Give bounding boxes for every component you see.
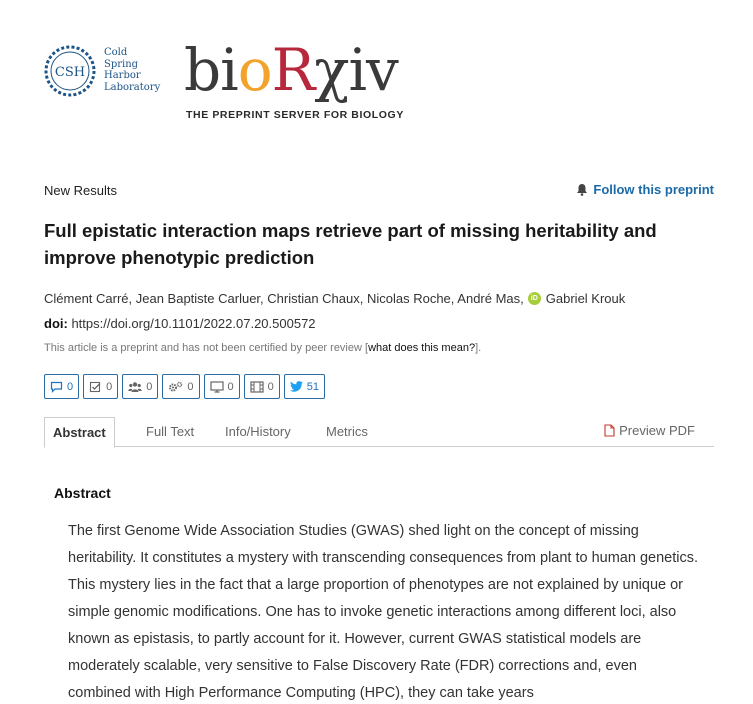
abstract-heading: Abstract (54, 485, 111, 501)
gears-icon (168, 381, 183, 393)
author-list (44, 291, 625, 306)
metric-count: 0 (267, 380, 274, 393)
bell-icon (576, 183, 588, 196)
csh-line: Harbor (104, 70, 141, 81)
csh-line: Laboratory (104, 81, 161, 93)
comments-button[interactable] (44, 374, 79, 399)
tab-metrics[interactable]: Metrics (326, 424, 368, 439)
preview-pdf-label: Preview PDF (619, 423, 695, 438)
doi-line (44, 316, 316, 331)
follow-label: Follow this preprint (593, 182, 714, 197)
biorxiv-logo[interactable] (184, 36, 398, 104)
users-icon (128, 381, 142, 393)
tab-full-text[interactable]: Full Text (146, 424, 195, 439)
metric-count: 0 (106, 380, 113, 393)
tagline: THE PREPRINT SERVER FOR BIOLOGY (186, 109, 404, 121)
disclaimer-text: This article is a preprint and has not been certified by peer review [ (44, 342, 369, 354)
what-does-this-mean-link[interactable]: what does this mean? (368, 342, 476, 354)
videos-button[interactable] (244, 374, 280, 399)
metric-count: 0 (146, 380, 153, 393)
author-name[interactable]: Gabriel Krouk (545, 291, 626, 306)
tab-info-history[interactable]: Info/History (225, 424, 291, 439)
tweets-button[interactable] (284, 374, 325, 399)
monitor-icon (210, 381, 224, 393)
article-tabs (44, 417, 714, 447)
checkbox-icon (89, 381, 102, 393)
logo-part: o (237, 36, 272, 104)
peer-review-disclaimer (44, 342, 481, 354)
altmetrics-bar (44, 374, 325, 399)
doi-link[interactable]: https://doi.org/10.1101/2022.07.20.500572 (71, 316, 316, 331)
authors-text[interactable]: Clément Carré, Jean Baptiste Carluer, Christian Chaux, Nicolas Roche, André Mas, (44, 291, 524, 306)
article-title: Full epistatic interaction maps retrieve part of missing heritability and improve phenotypic prediction (44, 220, 657, 268)
logo-part: R (271, 36, 315, 104)
logo-part: iv (348, 36, 398, 104)
orcid-icon[interactable]: iD (528, 292, 541, 305)
preview-pdf-link[interactable] (604, 423, 695, 438)
metric-count: 0 (67, 380, 74, 393)
csh-line: Cold (104, 47, 128, 58)
community-button[interactable] (122, 374, 158, 399)
metric-count: 51 (306, 380, 319, 393)
comment-icon (50, 381, 63, 393)
logo-part: χ (314, 36, 349, 104)
disclaimer-close: ]. (475, 342, 482, 354)
pdf-file-icon (604, 424, 615, 437)
twitter-icon (290, 381, 303, 392)
csh-line: Spring (104, 58, 139, 70)
csh-monogram: CSH (54, 65, 86, 80)
follow-preprint-link[interactable] (576, 182, 714, 197)
article-category: New Results (44, 183, 117, 198)
csh-wordmark (104, 47, 160, 93)
metric-count: 0 (187, 380, 194, 393)
tab-abstract[interactable]: Abstract (44, 417, 115, 448)
metric-count: 0 (227, 380, 234, 393)
film-icon (250, 381, 264, 393)
protocols-button[interactable] (162, 374, 199, 399)
abstract-body: The first Genome Wide Association Studies (GWAS) shed light on the concept of missing heritability. It constitutes a mystery with transcending consequences from plant to human genetics. This mystery lies in the fact that a large proportion of phenotypes are not explained by unique or simple genomic modifications. One has to invoke genetic interactions among different loci, also known as epistasis, to partly account for it. However, current GWAS statistical models are moderately scalable, very sensitive to False Discovery Rate (FDR) corrections and, even combined with High Performance Computing (HPC), they can take years (68, 523, 698, 701)
doi-label: doi: (44, 316, 68, 331)
site-header (42, 38, 442, 128)
reviews-button[interactable] (83, 374, 118, 399)
csh-logo-icon[interactable] (42, 43, 98, 99)
tools-button[interactable] (204, 374, 240, 399)
logo-part: bi (184, 36, 238, 104)
